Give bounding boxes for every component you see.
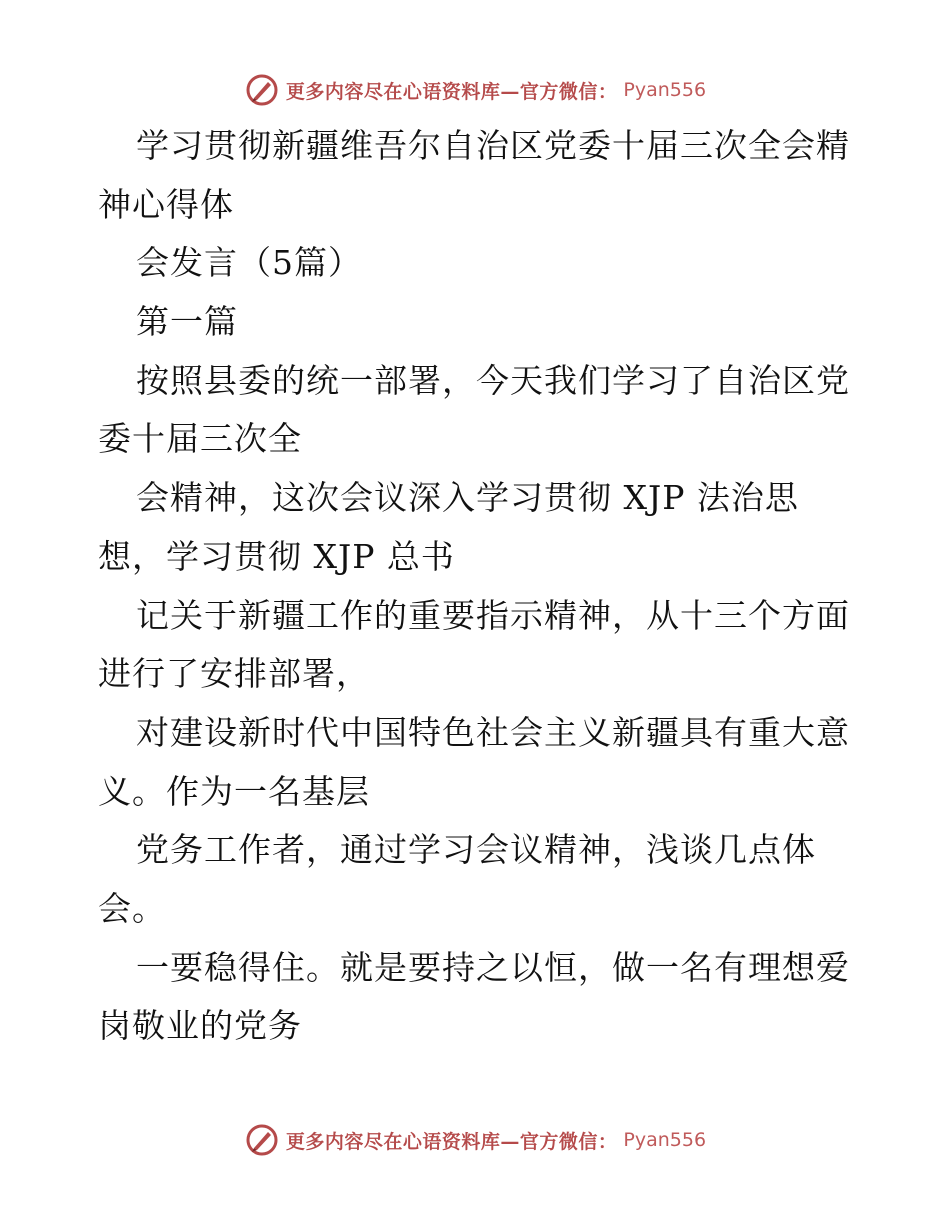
text-line: 委十届三次全 bbox=[98, 419, 302, 459]
text-line: 第一篇 bbox=[136, 302, 238, 342]
text-line: 记关于新疆工作的重要指示精神，从十三个方面 bbox=[136, 595, 850, 635]
watermark-handle: Pyan556 bbox=[623, 1129, 707, 1151]
footer-watermark bbox=[0, 1120, 950, 1160]
text-line: 对建设新时代中国特色社会主义新疆具有重大意 bbox=[136, 712, 850, 752]
text-line: 党务工作者，通过学习会议精神，浅谈几点体 bbox=[136, 830, 816, 870]
document-body bbox=[98, 117, 858, 1056]
watermark-text: 更多内容尽在心语资料库—官方微信： bbox=[285, 80, 618, 103]
text-line: 神心得体 bbox=[98, 184, 234, 224]
header-watermark bbox=[0, 70, 950, 110]
text-line: 学习贯彻新疆维吾尔自治区党委十届三次全会精 bbox=[136, 126, 850, 165]
watermark-handle: Pyan556 bbox=[623, 79, 707, 101]
text-line: 会。 bbox=[98, 888, 166, 928]
pen-logo-icon bbox=[244, 1122, 280, 1158]
text-line: 义。作为一名基层 bbox=[98, 771, 370, 811]
text-line: 岗敬业的党务 bbox=[98, 1006, 302, 1046]
watermark-text: 更多内容尽在心语资料库—官方微信： bbox=[285, 1130, 618, 1153]
text-line: 进行了安排部署， bbox=[98, 654, 370, 694]
text-line: 按照县委的统一部署，今天我们学习了自治区党 bbox=[136, 360, 850, 400]
text-line: 想，学习贯彻 XJP 总书 bbox=[98, 536, 455, 576]
text-line: 会发言（5篇） bbox=[136, 243, 362, 283]
text-line: 会精神，这次会议深入学习贯彻 XJP 法治思 bbox=[136, 478, 799, 518]
pen-logo-icon bbox=[244, 72, 280, 108]
text-line: 一要稳得住。就是要持之以恒，做一名有理想爱 bbox=[136, 947, 850, 987]
